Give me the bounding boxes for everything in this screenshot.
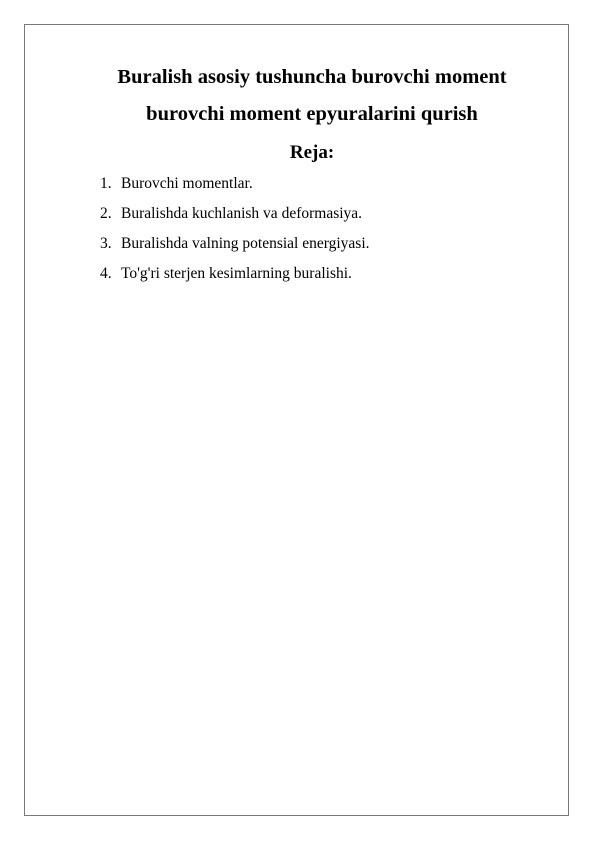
- document-title-line-1: Buralish asosiy tushuncha burovchi moment: [117, 66, 507, 88]
- plan-item: [100, 204, 370, 234]
- plan-item-text: To'g'ri sterjen kesimlarning buralishi.: [121, 265, 352, 282]
- plan-item: [100, 234, 370, 264]
- plan-item-text: Buralishda valning potensial energiyasi.: [121, 235, 370, 252]
- plan-item-text: Burovchi momentlar.: [121, 175, 253, 192]
- plan-item-number: 4.: [100, 265, 112, 282]
- plan-item-text: Buralishda kuchlanish va deformasiya.: [121, 205, 363, 222]
- plan-item-number: 2.: [100, 205, 112, 222]
- plan-item: [100, 264, 370, 294]
- document-title-line-2: burovchi moment epyuralarini qurish: [146, 103, 478, 125]
- plan-heading: Reja:: [289, 142, 335, 163]
- plan-list: [100, 174, 370, 294]
- plan-item-number: 3.: [100, 235, 112, 252]
- plan-item-number: 1.: [100, 175, 112, 192]
- plan-item: [100, 174, 370, 204]
